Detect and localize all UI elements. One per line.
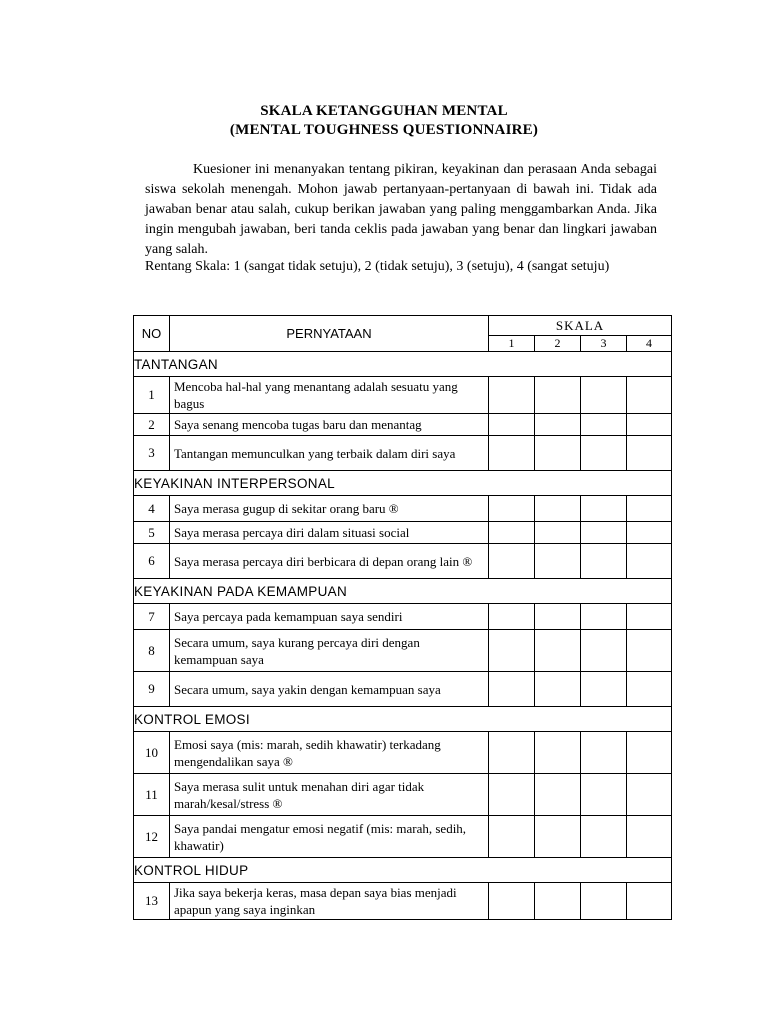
answer-cell-2[interactable]	[535, 816, 581, 858]
section-title: KEYAKINAN PADA KEMAMPUAN	[134, 579, 672, 604]
intro-paragraph: Kuesioner ini menanyakan tentang pikiran, keyakinan dan perasaan Anda sebagai siswa sekolah menengah. Mohon jawab pertanyaan-pertanyaan di bawah ini. Tidak ada jawaban benar atau salah, cukup berikan jawaban yang paling menggambarkan Anda. Jika ingin mengubah jawaban, beri tanda ceklis pada jawaban yang benar dan lingkari jawaban yang salah.	[145, 162, 657, 257]
answer-cell-4[interactable]	[627, 630, 672, 672]
item-number: 6	[134, 544, 170, 579]
header-scale: SKALA	[489, 316, 672, 336]
answer-cell-2[interactable]	[535, 414, 581, 436]
item-number: 2	[134, 414, 170, 436]
answer-cell-2[interactable]	[535, 377, 581, 414]
answer-cell-3[interactable]	[581, 522, 627, 544]
answer-cell-4[interactable]	[627, 774, 672, 816]
answer-cell-4[interactable]	[627, 496, 672, 522]
item-statement: Saya senang mencoba tugas baru dan menantag	[170, 414, 489, 436]
item-number: 8	[134, 630, 170, 672]
table-row	[134, 496, 672, 522]
answer-cell-2[interactable]	[535, 672, 581, 707]
answer-cell-1[interactable]	[489, 496, 535, 522]
document-subtitle: (MENTAL TOUGHNESS QUESTIONNAIRE)	[229, 122, 539, 138]
table-row	[134, 774, 672, 816]
section-row	[134, 707, 672, 732]
item-number: 3	[134, 436, 170, 471]
item-statement: Saya merasa percaya diri dalam situasi social	[170, 522, 489, 544]
answer-cell-4[interactable]	[627, 522, 672, 544]
section-title: KEYAKINAN INTERPERSONAL	[134, 471, 672, 496]
answer-cell-3[interactable]	[581, 544, 627, 579]
answer-cell-1[interactable]	[489, 604, 535, 630]
answer-cell-3[interactable]	[581, 774, 627, 816]
header-scale-1: 1	[489, 336, 535, 352]
section-row	[134, 471, 672, 496]
item-statement: Mencoba hal-hal yang menantang adalah sesuatu yang bagus	[170, 377, 489, 414]
item-statement: Secara umum, saya kurang percaya diri dengan kemampuan saya	[170, 630, 489, 672]
answer-cell-2[interactable]	[535, 544, 581, 579]
item-number: 9	[134, 672, 170, 707]
answer-cell-1[interactable]	[489, 672, 535, 707]
answer-cell-3[interactable]	[581, 672, 627, 707]
table-row	[134, 672, 672, 707]
item-statement: Secara umum, saya yakin dengan kemampuan saya	[170, 672, 489, 707]
answer-cell-1[interactable]	[489, 630, 535, 672]
answer-cell-4[interactable]	[627, 414, 672, 436]
table-row	[134, 604, 672, 630]
answer-cell-2[interactable]	[535, 732, 581, 774]
answer-cell-1[interactable]	[489, 522, 535, 544]
questionnaire-table	[133, 315, 672, 920]
answer-cell-4[interactable]	[627, 377, 672, 414]
answer-cell-1[interactable]	[489, 816, 535, 858]
scale-range-text: Rentang Skala: 1 (sangat tidak setuju), 2 (tidak setuju), 3 (setuju), 4 (sangat setuju)	[145, 259, 610, 274]
answer-cell-1[interactable]	[489, 774, 535, 816]
item-statement: Emosi saya (mis: marah, sedih khawatir) terkadang mengendalikan saya ®	[170, 732, 489, 774]
answer-cell-4[interactable]	[627, 604, 672, 630]
answer-cell-3[interactable]	[581, 816, 627, 858]
answer-cell-2[interactable]	[535, 774, 581, 816]
answer-cell-4[interactable]	[627, 816, 672, 858]
header-scale-3: 3	[581, 336, 627, 352]
item-number: 13	[134, 883, 170, 920]
item-statement: Saya percaya pada kemampuan saya sendiri	[170, 604, 489, 630]
item-number: 11	[134, 774, 170, 816]
header-scale-2: 2	[535, 336, 581, 352]
section-title: KONTROL EMOSI	[134, 707, 672, 732]
answer-cell-3[interactable]	[581, 414, 627, 436]
answer-cell-2[interactable]	[535, 522, 581, 544]
table-row	[134, 816, 672, 858]
answer-cell-1[interactable]	[489, 377, 535, 414]
table-row	[134, 544, 672, 579]
item-number: 10	[134, 732, 170, 774]
item-number: 4	[134, 496, 170, 522]
answer-cell-2[interactable]	[535, 630, 581, 672]
header-no: NO	[134, 316, 170, 352]
item-number: 12	[134, 816, 170, 858]
item-number: 5	[134, 522, 170, 544]
answer-cell-3[interactable]	[581, 630, 627, 672]
section-title: TANTANGAN	[134, 352, 672, 377]
answer-cell-2[interactable]	[535, 436, 581, 471]
section-row	[134, 352, 672, 377]
answer-cell-4[interactable]	[627, 544, 672, 579]
answer-cell-2[interactable]	[535, 604, 581, 630]
item-number: 1	[134, 377, 170, 414]
answer-cell-3[interactable]	[581, 496, 627, 522]
table-row	[134, 732, 672, 774]
answer-cell-3[interactable]	[581, 377, 627, 414]
item-statement: Saya merasa sulit untuk menahan diri agar tidak marah/kesal/stress ®	[170, 774, 489, 816]
answer-cell-2[interactable]	[535, 883, 581, 920]
answer-cell-4[interactable]	[627, 732, 672, 774]
table-row	[134, 377, 672, 414]
table-row	[134, 436, 672, 471]
answer-cell-3[interactable]	[581, 604, 627, 630]
table-row	[134, 630, 672, 672]
header-statement: PERNYATAAN	[170, 316, 489, 352]
answer-cell-1[interactable]	[489, 544, 535, 579]
item-statement: Saya merasa gugup di sekitar orang baru ®	[170, 496, 489, 522]
section-title: KONTROL HIDUP	[134, 858, 672, 883]
item-statement: Jika saya bekerja keras, masa depan saya bias menjadi apapun yang saya inginkan	[170, 883, 489, 920]
answer-cell-4[interactable]	[627, 883, 672, 920]
item-statement: Saya merasa percaya diri berbicara di depan orang lain ®	[170, 544, 489, 579]
table-row	[134, 522, 672, 544]
item-statement: Tantangan memunculkan yang terbaik dalam diri saya	[170, 436, 489, 471]
answer-cell-4[interactable]	[627, 436, 672, 471]
item-number: 7	[134, 604, 170, 630]
answer-cell-3[interactable]	[581, 436, 627, 471]
answer-cell-3[interactable]	[581, 883, 627, 920]
section-row	[134, 579, 672, 604]
answer-cell-1[interactable]	[489, 883, 535, 920]
table-row	[134, 883, 672, 920]
answer-cell-1[interactable]	[489, 414, 535, 436]
answer-cell-4[interactable]	[627, 672, 672, 707]
table-row	[134, 414, 672, 436]
answer-cell-1[interactable]	[489, 732, 535, 774]
document-title: SKALA KETANGGUHAN MENTAL	[260, 103, 508, 119]
answer-cell-2[interactable]	[535, 496, 581, 522]
item-statement: Saya pandai mengatur emosi negatif (mis: marah, sedih, khawatir)	[170, 816, 489, 858]
section-row	[134, 858, 672, 883]
answer-cell-1[interactable]	[489, 436, 535, 471]
header-scale-4: 4	[627, 336, 672, 352]
answer-cell-3[interactable]	[581, 732, 627, 774]
